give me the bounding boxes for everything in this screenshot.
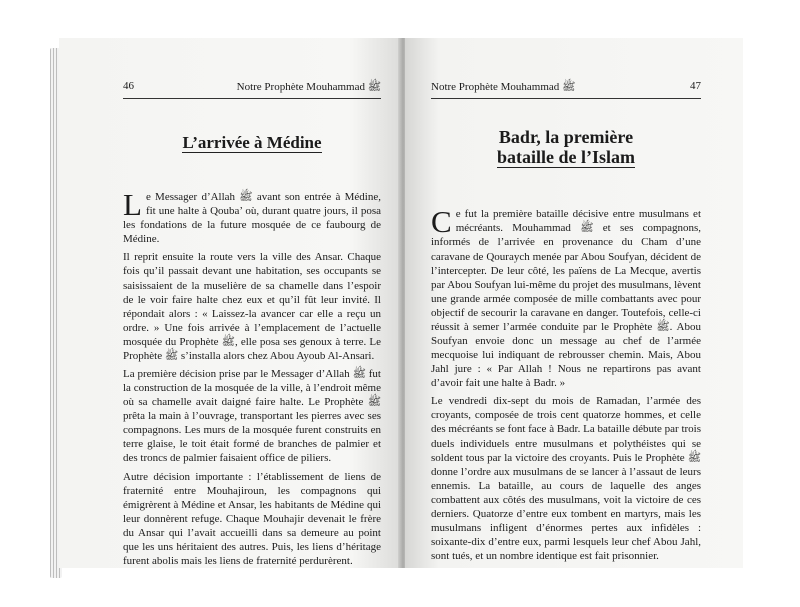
right-header <box>431 80 701 99</box>
chapter-title-line: bataille de l’Islam <box>497 147 635 168</box>
paragraph: La première décision prise par le Messager d’Allah ﷺ fut la construction de la mosquée de la ville, à l’endroit même où sa chamelle avait daigné faire halte. Le Prophète ﷺ prêta la main à l’ouvrage, transportant les pierres avec ses compagnons. Les murs de la mosquée furent construits en terre glaise, le toit était formé de branches de palmier et des troncs de palmier faisaient office de piliers. <box>123 367 381 465</box>
paragraph: Ce fut la première bataille décisive entre musulmans et mécréants. Mouhammad ﷺ et ses compagnons, informés de l’arrivée en provenance du Cham d’une caravane de Qouraych menée par Abou Soufyan, décident de l’intercepter. De leur côté, les païens de La Mecque, avertis par Abou Soufyan lui-même du projet des musulmans, lèvent une grande armée composée de mille combattants avec pour objectif de secourir la caravane en danger. Toutefois, celle-ci réussit à semer l’armée conduite par le Prophète ﷺ. Abou Soufyan envoie donc un message au chef de l’armée mecquoise lui indiquant de rebrousser chemin. Mais, Abou Jahl jure : « Par Allah ! Nous ne repartirons pas avant d’avoir fait une halte à Badr. » <box>431 204 702 390</box>
page-number: 46 <box>123 80 134 92</box>
chapter-title-text: L’arrivée à Médine <box>182 133 322 152</box>
paragraph: Le vendredi dix-sept du mois de Ramadan, l’armée des croyants, composée de trois cent quatorze hommes, et celle des mécréants se font face à Badr. La bataille débute par trois duels individuels entre musulmans et polythéistes qui se soldent tous par la victoire des croyants. Puis le Prophète ﷺ donne l’ordre aux musulmans de se lancer à l’assaut de leurs ennemis. La bataille, au cours de laquelle des anges combattent aux côtés des musulmans, voit la victoire de ces derniers. Quatorze d’entre eux tombent en martyrs, mais les musulmans infligent d’énormes pertes aux infidèles : soixante-dix d’entre eux, parmi lesquels leur chef Abou Jahl, sont tués, et un nombre identique est fait prisonnier. <box>431 395 701 563</box>
paragraph: Il reprit ensuite la route vers la ville des Ansar. Chaque fois qu’il passait devant une habitation, ses occupants se saisissaient de la muselière de sa chamelle dans l’espoir de le voir faire halte chez eux et qu’il fût leur invité. Il répondait alors : « Laissez-la avancer car elle a reçu un ordre. » Une fois arrivée à l’emplacement de l’actuelle mosquée du Prophète ﷺ, elle posa ses genoux à terre. Le Prophète ﷺ s’installa alors chez Abou Ayoub Al-Ansari. <box>123 251 382 362</box>
running-header: Notre Prophète Mouhammad ﷺ <box>431 81 576 93</box>
right-body-text <box>431 204 702 563</box>
left-body-text <box>123 187 382 568</box>
chapter-title <box>431 127 701 167</box>
open-book <box>55 38 750 573</box>
drop-cap: L <box>123 187 142 223</box>
running-header: Notre Prophète Mouhammad ﷺ <box>236 81 381 93</box>
drop-cap: C <box>431 204 452 240</box>
page-number: 47 <box>690 80 701 92</box>
paragraph: Le Messager d’Allah ﷺ avant son entrée à Médine, fit une halte à Qouba’ où, durant quatre jours, il posa les fondations de la future mosquée de ce faubourg de Médine. <box>123 187 381 246</box>
left-page <box>59 38 401 568</box>
paragraph: Autre décision importante : l’établissement de liens de fraternité entre Mouhajiroun, les compagnons qui émigrèrent à Médine et Ansar, les habitants de Médine qui leur donnèrent refuge. Chaque Mouhajir devenait le frère du Ansar qui l’avait accueilli dans sa demeure au point que les uns héritaient des autres. Puis, les liens d’héritage furent abolis mais les liens de fraternité perdurèrent. <box>123 470 381 567</box>
right-page <box>405 38 743 568</box>
chapter-title-line: Badr, la première <box>498 127 634 147</box>
chapter-title <box>123 133 381 152</box>
left-header <box>123 80 381 99</box>
